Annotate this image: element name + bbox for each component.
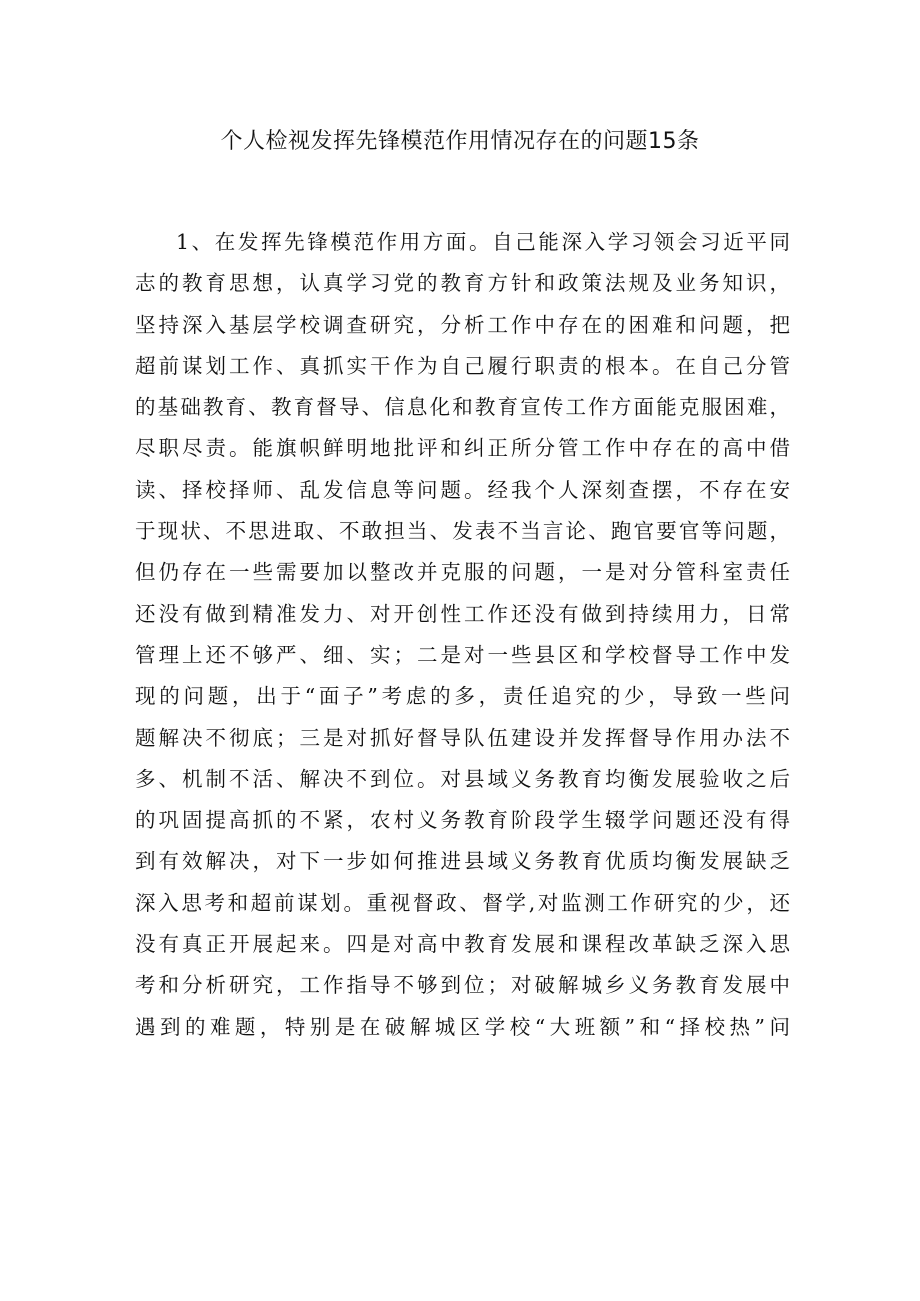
document-title: 个人检视发挥先锋模范作用情况存在的问题15条 bbox=[220, 129, 700, 154]
body-paragraph bbox=[135, 222, 790, 1048]
paragraph-line: 遇到的难题，特别是在破解城区学校“大班额”和“择校热”问 bbox=[135, 1014, 790, 1039]
paragraph-line: 管理上还不够严、细、实；二是对一些县区和学校督导工作中发 bbox=[135, 642, 790, 667]
paragraph-line: 现的问题，出于“面子”考虑的多，责任追究的少，导致一些问 bbox=[135, 684, 790, 709]
paragraph-line: 还没有做到精准发力、对开创性工作还没有做到持续用力，日常 bbox=[135, 601, 790, 626]
paragraph-line: 题解决不彻底；三是对抓好督导队伍建设并发挥督导作用办法不 bbox=[135, 725, 790, 750]
paragraph-line: 多、机制不活、解决不到位。对县域义务教育均衡发展验收之后 bbox=[135, 766, 790, 791]
paragraph-line: 考和分析研究，工作指导不够到位；对破解城乡义务教育发展中 bbox=[135, 973, 790, 998]
paragraph-line: 志的教育思想，认真学习党的教育方针和政策法规及业务知识， bbox=[135, 271, 790, 296]
paragraph-line: 于现状、不思进取、不敢担当、发表不当言论、跑官要官等问题， bbox=[135, 519, 790, 544]
paragraph-line: 的巩固提高抓的不紧，农村义务教育阶段学生辍学问题还没有得 bbox=[135, 808, 790, 833]
paragraph-line: 到有效解决，对下一步如何推进县域义务教育优质均衡发展缺乏 bbox=[135, 849, 790, 874]
paragraph-line: 的基础教育、教育督导、信息化和教育宣传工作方面能克服困难， bbox=[135, 395, 790, 420]
paragraph-line: 超前谋划工作、真抓实干作为自己履行职责的根本。在自己分管 bbox=[135, 353, 790, 378]
paragraph-line: 读、择校择师、乱发信息等问题。经我个人深刻查摆，不存在安 bbox=[135, 477, 790, 502]
paragraph-line: 1、在发挥先锋模范作用方面。自己能深入学习领会习近平同 bbox=[176, 230, 790, 254]
paragraph-line: 尽职尽责。能旗帜鲜明地批评和纠正所分管工作中存在的高中借 bbox=[135, 436, 790, 461]
paragraph-line: 深入思考和超前谋划。重视督政、督学,对监测工作研究的少，还 bbox=[135, 890, 790, 915]
paragraph-line: 没有真正开展起来。四是对高中教育发展和课程改革缺乏深入思 bbox=[135, 932, 790, 957]
paragraph-line: 但仍存在一些需要加以整改并克服的问题，一是对分管科室责任 bbox=[135, 560, 790, 585]
paragraph-line: 坚持深入基层学校调查研究，分析工作中存在的困难和问题，把 bbox=[135, 312, 790, 337]
